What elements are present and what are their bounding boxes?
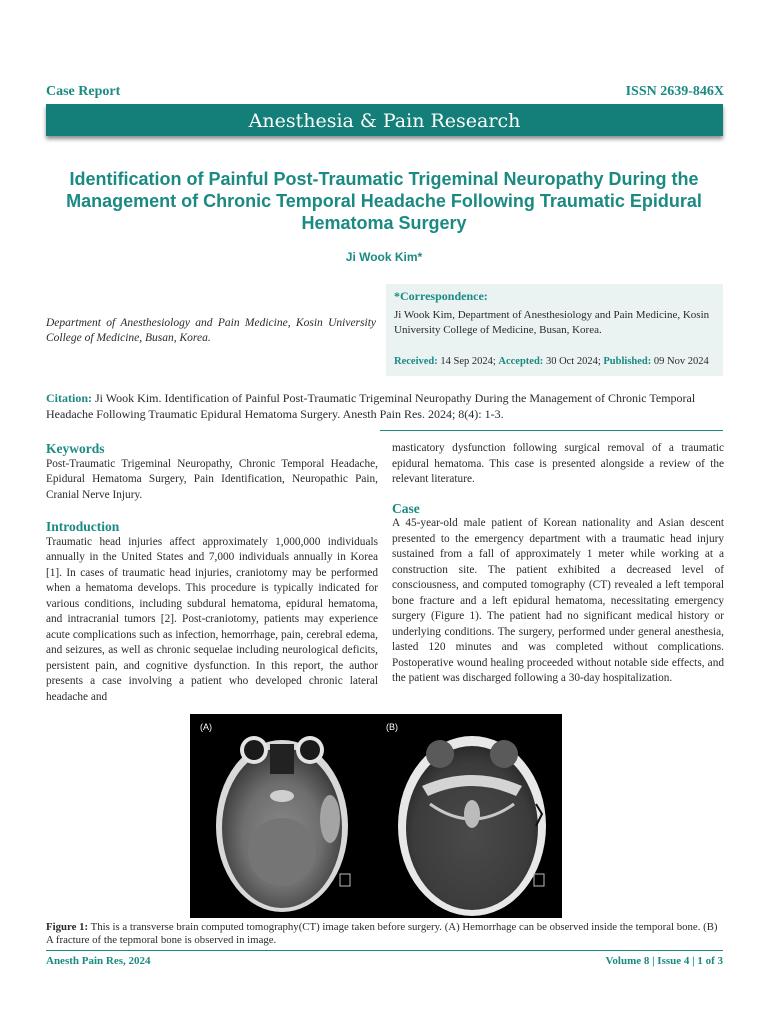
received-label: Received: xyxy=(394,356,438,367)
panel-b-label: (B) xyxy=(386,722,398,732)
journal-name: Anesthesia & Pain Research xyxy=(248,110,521,132)
footer-journal: Anesth Pain Res, 2024 xyxy=(46,955,151,967)
case-text: A 45-year-old male patient of Korean nationality and Asian descent presented to the emergency department with a traumatic head injury sustained from a fall of approximately 1 meter while working at a construction site. The patient exhibited a decreased level of consciousness, and computed tomography (CT) revealed a left temporal bone fracture and a left epidural hematoma, necessitating emergency surgery (Figure 1). The patient had no significant medical history or underlying conditions. The surgery, performed under general anesthesia, lasted 120 minutes and was completed without complications. Postoperative wound healing proceeded without notable side effects, and the patient was discharged following a 30-day hospitalization. xyxy=(392,517,724,684)
issn: ISSN 2639-846X xyxy=(625,84,724,99)
introduction-heading: Introduction xyxy=(46,519,120,534)
citation-label: Citation: xyxy=(46,391,92,405)
ct-panel-b xyxy=(398,736,546,916)
article-dates xyxy=(394,356,709,367)
author-name: Ji Wook Kim* xyxy=(345,250,423,264)
correspondence-box xyxy=(386,284,723,376)
published-label: Published: xyxy=(603,356,652,367)
section-divider xyxy=(380,430,723,431)
citation-text: Ji Wook Kim. Identification of Painful Post-Traumatic Trigeminal Neuropathy During the Management of Chronic Temporal Headache Following Traumatic Epidural Hematoma Surgery. Anesth Pain Res. 2024; 8(4): 1-3. xyxy=(46,391,696,421)
affiliation: Department of Anesthesiology and Pain Medicine, Kosin University College of Medicine, Busan, Korea. xyxy=(46,317,376,344)
article-title: Identification of Painful Post-Traumatic Trigeminal Neuropathy During the Management of Chronic Temporal Headache Following Traumatic Epidural Hematoma Surgery xyxy=(66,169,702,233)
keywords-heading: Keywords xyxy=(46,441,105,456)
left-column xyxy=(46,441,378,705)
panel-a-label: (A) xyxy=(200,722,212,732)
journal-banner xyxy=(46,104,723,136)
ct-panel-a xyxy=(216,736,350,912)
published-date: 09 Nov 2024 xyxy=(653,356,709,367)
footer-divider xyxy=(46,950,723,951)
case-heading: Case xyxy=(392,500,420,516)
received-date: 14 Sep 2024; xyxy=(440,356,496,367)
introduction-continued: masticatory dysfunction following surgical removal of a traumatic epidural hematoma. This case is presented alongside a review of the relevant literature. xyxy=(392,442,724,485)
article-type: Case Report xyxy=(46,84,121,99)
right-column xyxy=(392,441,724,687)
accepted-label: Accepted: xyxy=(498,356,544,367)
correspondence-body: Ji Wook Kim, Department of Anesthesiology and Pain Medicine, Kosin University College of Medicine, Busan, Korea. xyxy=(394,309,710,336)
citation xyxy=(46,390,723,422)
keywords-text: Post-Traumatic Trigeminal Neuropathy, Chronic Temporal Headache, Epidural Hematoma Surgery, Pain Identification, Neuropathic Pain, Cranial Nerve Injury. xyxy=(46,457,378,501)
introduction-text: Traumatic head injuries affect approximately 1,000,000 individuals annually in the United States and 7,000 individuals annually in Korea [1]. In cases of traumatic head injuries, craniotomy may be performed when a hematoma develops. This procedure is typically indicated for various conditions, including subdural hematoma, epidural hematoma, and intracranial tumors [2]. Post-craniotomy, patients may experience acute complications such as infection, hemorrhage, pain, cerebral edema, and seizures, as well as chronic sequelae including neurological deficits, persistent pain, and cognitive dysfunction. In this report, the author presents a case involving a patient who developed chronic lateral headache and xyxy=(46,535,378,703)
accepted-date: 30 Oct 2024; xyxy=(545,356,601,367)
figure-caption-text: This is a transverse brain computed tomography(CT) image taken before surgery. (A) Hemorrhage can be observed inside the temporal bone. (B) A fracture of the tepmoral bone is observed in image. xyxy=(46,921,718,946)
figure-caption-label: Figure 1: xyxy=(46,921,89,933)
ct-figure xyxy=(190,714,562,918)
ct-images xyxy=(190,714,562,918)
correspondence-heading: *Correspondence: xyxy=(394,289,488,303)
footer-volume: Volume 8 | Issue 4 | 1 of 3 xyxy=(605,955,723,967)
figure-caption xyxy=(46,921,723,947)
